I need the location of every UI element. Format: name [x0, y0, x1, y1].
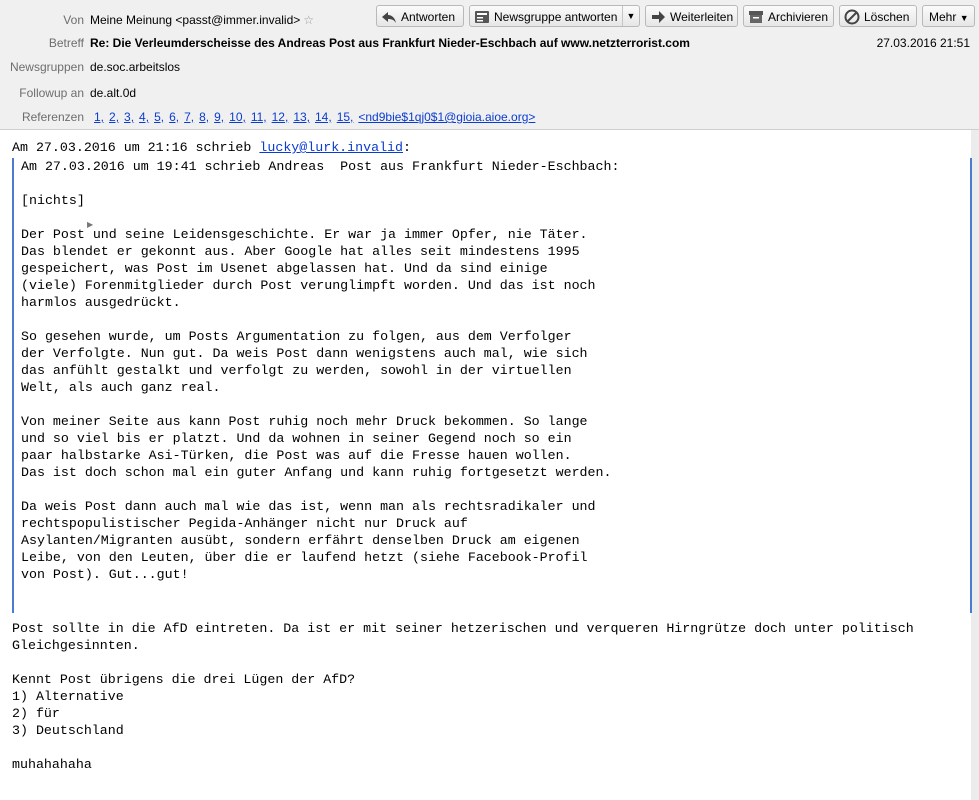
- reference-link[interactable]: 14,: [315, 110, 332, 124]
- quoted-line: gespeichert, was Post im Usenet abgelassen hat. Und da sind einige: [21, 261, 548, 276]
- chevron-down-icon[interactable]: ▼: [622, 6, 639, 26]
- reply-label: Antworten: [401, 10, 456, 24]
- reference-link[interactable]: 1,: [94, 110, 105, 124]
- forward-icon: [650, 9, 666, 25]
- forward-button[interactable]: [645, 5, 738, 27]
- archive-button[interactable]: [743, 5, 834, 27]
- delete-icon: [844, 9, 860, 25]
- quoted-line: Asylanten/Migranten ausübt, sondern erfährt denselben Druck am eigenen: [21, 533, 580, 548]
- reference-link[interactable]: 6,: [169, 110, 180, 124]
- reference-link[interactable]: 3,: [124, 110, 135, 124]
- reference-link[interactable]: 7,: [184, 110, 195, 124]
- from-label: Von: [63, 13, 84, 27]
- message-date: 27.03.2016 21:51: [876, 36, 970, 50]
- quoted-line: harmlos ausgedrückt.: [21, 295, 181, 310]
- archive-label: Archivieren: [768, 10, 829, 24]
- message-body: [0, 130, 971, 800]
- more-label: Mehr: [929, 10, 957, 24]
- reference-link[interactable]: 12,: [271, 110, 289, 124]
- attribution-colon: :: [403, 140, 411, 155]
- quoted-line: und so viel bis er platzt. Und da wohnen in seiner Gegend noch so ein: [21, 431, 572, 446]
- reply-newsgroup-label: Newsgruppe antworten: [494, 10, 618, 24]
- newsgroups-label: Newsgruppen: [9, 60, 84, 74]
- quoted-line: paar halbstarke Asi-Türken, die Post was auf die Fresse hauen wollen.: [21, 448, 572, 463]
- reply-newsgroup-button[interactable]: [469, 5, 640, 27]
- reference-message-id-link[interactable]: <nd9bie$1qj0$1@gioia.aioe.org>: [358, 110, 536, 124]
- quoted-line: (viele) Forenmitglieder durch Post verunglimpft worden. Und das ist noch: [21, 278, 596, 293]
- quoted-line: rechtspopulistischer Pegida-Anhänger nicht nur Druck auf: [21, 516, 468, 531]
- reference-link[interactable]: 15,: [336, 110, 354, 124]
- quoted-line: Da weis Post dann auch mal wie das ist, wenn man als rechtsradikaler und: [21, 499, 596, 514]
- quoted-line: von Post). Gut...gut!: [21, 567, 189, 582]
- reply-button[interactable]: [376, 5, 464, 27]
- reference-link[interactable]: 10,: [229, 110, 246, 124]
- attribution-line: [12, 139, 411, 156]
- reference-link[interactable]: 5,: [154, 110, 165, 124]
- quoted-line: Von meiner Seite aus kann Post ruhig noch mehr Druck bekommen. So lange: [21, 414, 588, 429]
- subject-value: Re: Die Verleumderscheisse des Andreas Post aus Frankfurt Nieder-Eschbach auf www.netzterrorist.com: [90, 36, 690, 50]
- reply-line: muhahahaha: [12, 757, 92, 772]
- reference-link[interactable]: 13,: [293, 110, 310, 124]
- quoted-line: Leibe, von den Leuten, über die er laufend hetzt (siehe Facebook-Profil: [21, 550, 588, 565]
- chevron-down-icon: ▼: [959, 13, 969, 23]
- forward-label: Weiterleiten: [670, 10, 734, 24]
- reply-line: 3) Deutschland: [12, 723, 124, 738]
- reference-link[interactable]: 11,: [250, 110, 267, 124]
- quoted-line: Welt, als auch ganz real.: [21, 380, 221, 395]
- from-value[interactable]: Meine Meinung <passt@immer.invalid> ☆: [90, 13, 315, 27]
- reference-link[interactable]: 8,: [199, 110, 210, 124]
- reply-line: Post sollte in die AfD eintreten. Da ist er mit seiner hetzerischen und verqueren Hirngrütze doch unter politisch: [12, 621, 914, 636]
- references-label: Referenzen: [21, 110, 84, 124]
- quoted-line: das anfühlt gestalkt und verfolgt zu werden, sowohl in der virtuellen: [21, 363, 572, 378]
- scrollbar[interactable]: [971, 130, 979, 800]
- quoted-line: Am 27.03.2016 um 19:41 schrieb Andreas Post aus Frankfurt Nieder-Eschbach:: [21, 159, 620, 174]
- attribution-email-link[interactable]: lucky@lurk.invalid: [259, 140, 404, 155]
- delete-label: Löschen: [864, 10, 910, 24]
- reference-link[interactable]: 4,: [139, 110, 150, 124]
- quoted-line: Der Post und seine Leidensgeschichte. Er war ja immer Opfer, nie Täter.: [21, 227, 588, 242]
- reply-line: Gleichgesinnten.: [12, 638, 140, 653]
- quoted-line: Das ist doch schon mal ein guter Anfang und kann ruhig fortgesetzt werden.: [21, 465, 612, 480]
- newsgroups-value[interactable]: de.soc.arbeitslos: [90, 60, 181, 74]
- followup-value[interactable]: de.alt.0d: [90, 86, 137, 100]
- followup-label: Followup an: [19, 86, 84, 100]
- attribution-text: Am 27.03.2016 um 21:16 schrieb: [12, 140, 260, 155]
- references-list: [94, 110, 540, 124]
- delete-button[interactable]: [839, 5, 917, 27]
- expand-arrow-icon[interactable]: ▶: [87, 220, 94, 229]
- newsgroup-icon: [474, 9, 490, 25]
- reply-line: 2) für: [12, 706, 60, 721]
- archive-icon: [748, 9, 764, 25]
- reference-link[interactable]: 9,: [214, 110, 225, 124]
- quoted-line: [nichts]: [21, 193, 85, 208]
- more-button[interactable]: [922, 5, 975, 27]
- quoted-block: [12, 158, 972, 613]
- quoted-line: So gesehen wurde, um Posts Argumentation zu folgen, aus dem Verfolger: [21, 329, 572, 344]
- reply-line: 1) Alternative: [12, 689, 124, 704]
- star-icon[interactable]: ☆: [303, 13, 315, 27]
- subject-label: Betreff: [48, 36, 84, 50]
- quoted-line: der Verfolgte. Nun gut. Da weis Post dann wenigstens auch mal, wie sich: [21, 346, 588, 361]
- reply-line: Kennt Post übrigens die drei Lügen der AfD?: [12, 672, 356, 687]
- reference-link[interactable]: 2,: [109, 110, 120, 124]
- reply-icon: [381, 9, 397, 25]
- quoted-line: Das blendet er gekonnt aus. Aber Google hat alles seit mindestens 1995: [21, 244, 580, 259]
